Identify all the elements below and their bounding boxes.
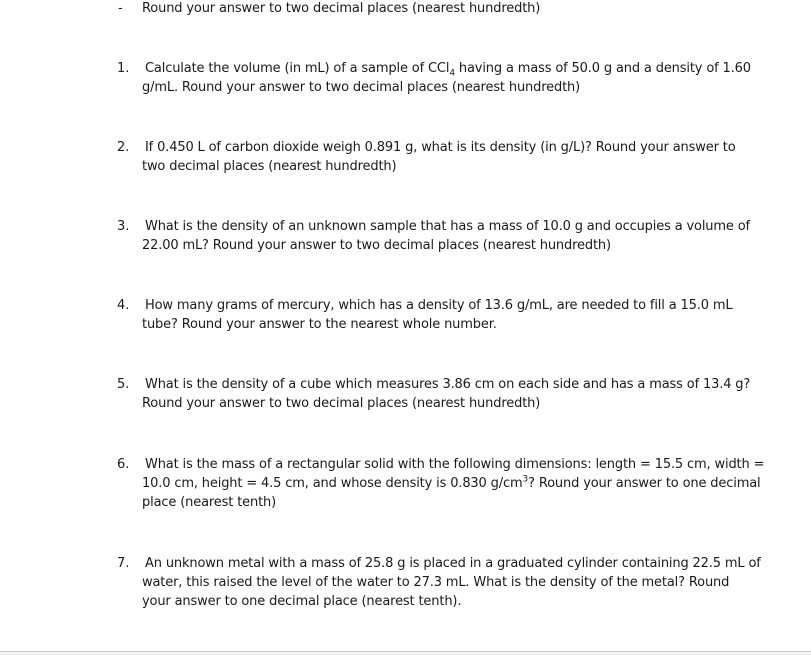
question-text-line2: Round your answer to two decimal places (nearest hundredth) — [142, 396, 541, 411]
question-text-line1: An unknown metal with a mass of 25.8 g is placed in a graduated cylinder containing 22.5 mL of — [145, 556, 761, 571]
q1-line1-post: having a mass of 50.0 g and a density of 1.60 — [454, 61, 751, 76]
question-5 — [0, 375, 811, 415]
question-2 — [0, 138, 811, 178]
intro-bullet: - — [118, 1, 123, 16]
question-number: 6. — [117, 457, 130, 472]
question-text-line2: two decimal places (nearest hundredth) — [142, 159, 397, 174]
question-text-line2: g/mL. Round your answer to two decimal places (nearest hundredth) — [142, 80, 581, 95]
question-text-line2: tube? Round your answer to the nearest whole number. — [142, 317, 497, 332]
question-text-line3: place (nearest tenth) — [142, 495, 277, 510]
question-number: 4. — [117, 298, 130, 313]
q6-superscript: 3 — [522, 474, 529, 485]
q6-line2-post: ? Round your answer to one decimal — [528, 476, 761, 491]
question-text-line1: What is the density of a cube which measures 3.86 cm on each side and has a mass of 13.4 g? — [145, 377, 751, 392]
question-text-line1: How many grams of mercury, which has a density of 13.6 g/mL, are needed to fill a 15.0 mL — [145, 298, 733, 313]
question-text-line1: What is the mass of a rectangular solid with the following dimensions: length = 15.5 cm, width = — [145, 457, 765, 472]
question-number: 5. — [117, 377, 130, 392]
question-text-line1: If 0.450 L of carbon dioxide weigh 0.891 g, what is its density (in g/L)? Round your answer to — [145, 140, 736, 155]
question-7 — [0, 554, 811, 614]
q6-line2-pre: 10.0 cm, height = 4.5 cm, and whose density is 0.830 g/cm — [142, 476, 523, 491]
question-text-line1: What is the density of an unknown sample that has a mass of 10.0 g and occupies a volume of — [145, 219, 750, 234]
question-number: 3. — [117, 219, 130, 234]
question-number: 1. — [117, 61, 130, 76]
question-text-line2: water, this raised the level of the water to 27.3 mL. What is the density of the metal? Round — [142, 575, 730, 590]
question-6 — [0, 455, 811, 515]
intro-line — [0, 0, 811, 20]
q1-subscript: 4 — [449, 68, 455, 79]
question-1 — [0, 59, 811, 99]
question-number: 2. — [117, 140, 130, 155]
question-text-line2 — [142, 474, 761, 494]
q1-line1-pre: Calculate the volume (in mL) of a sample of CCl — [145, 61, 450, 76]
question-3 — [0, 217, 811, 257]
question-4 — [0, 296, 811, 336]
question-text-line3: your answer to one decimal place (nearest tenth). — [142, 594, 462, 609]
question-text-line1 — [145, 59, 751, 79]
question-number: 7. — [117, 556, 130, 571]
intro-text: Round your answer to two decimal places (nearest hundredth) — [142, 1, 541, 16]
question-text-line2: 22.00 mL? Round your answer to two decimal places (nearest hundredth) — [142, 238, 611, 253]
